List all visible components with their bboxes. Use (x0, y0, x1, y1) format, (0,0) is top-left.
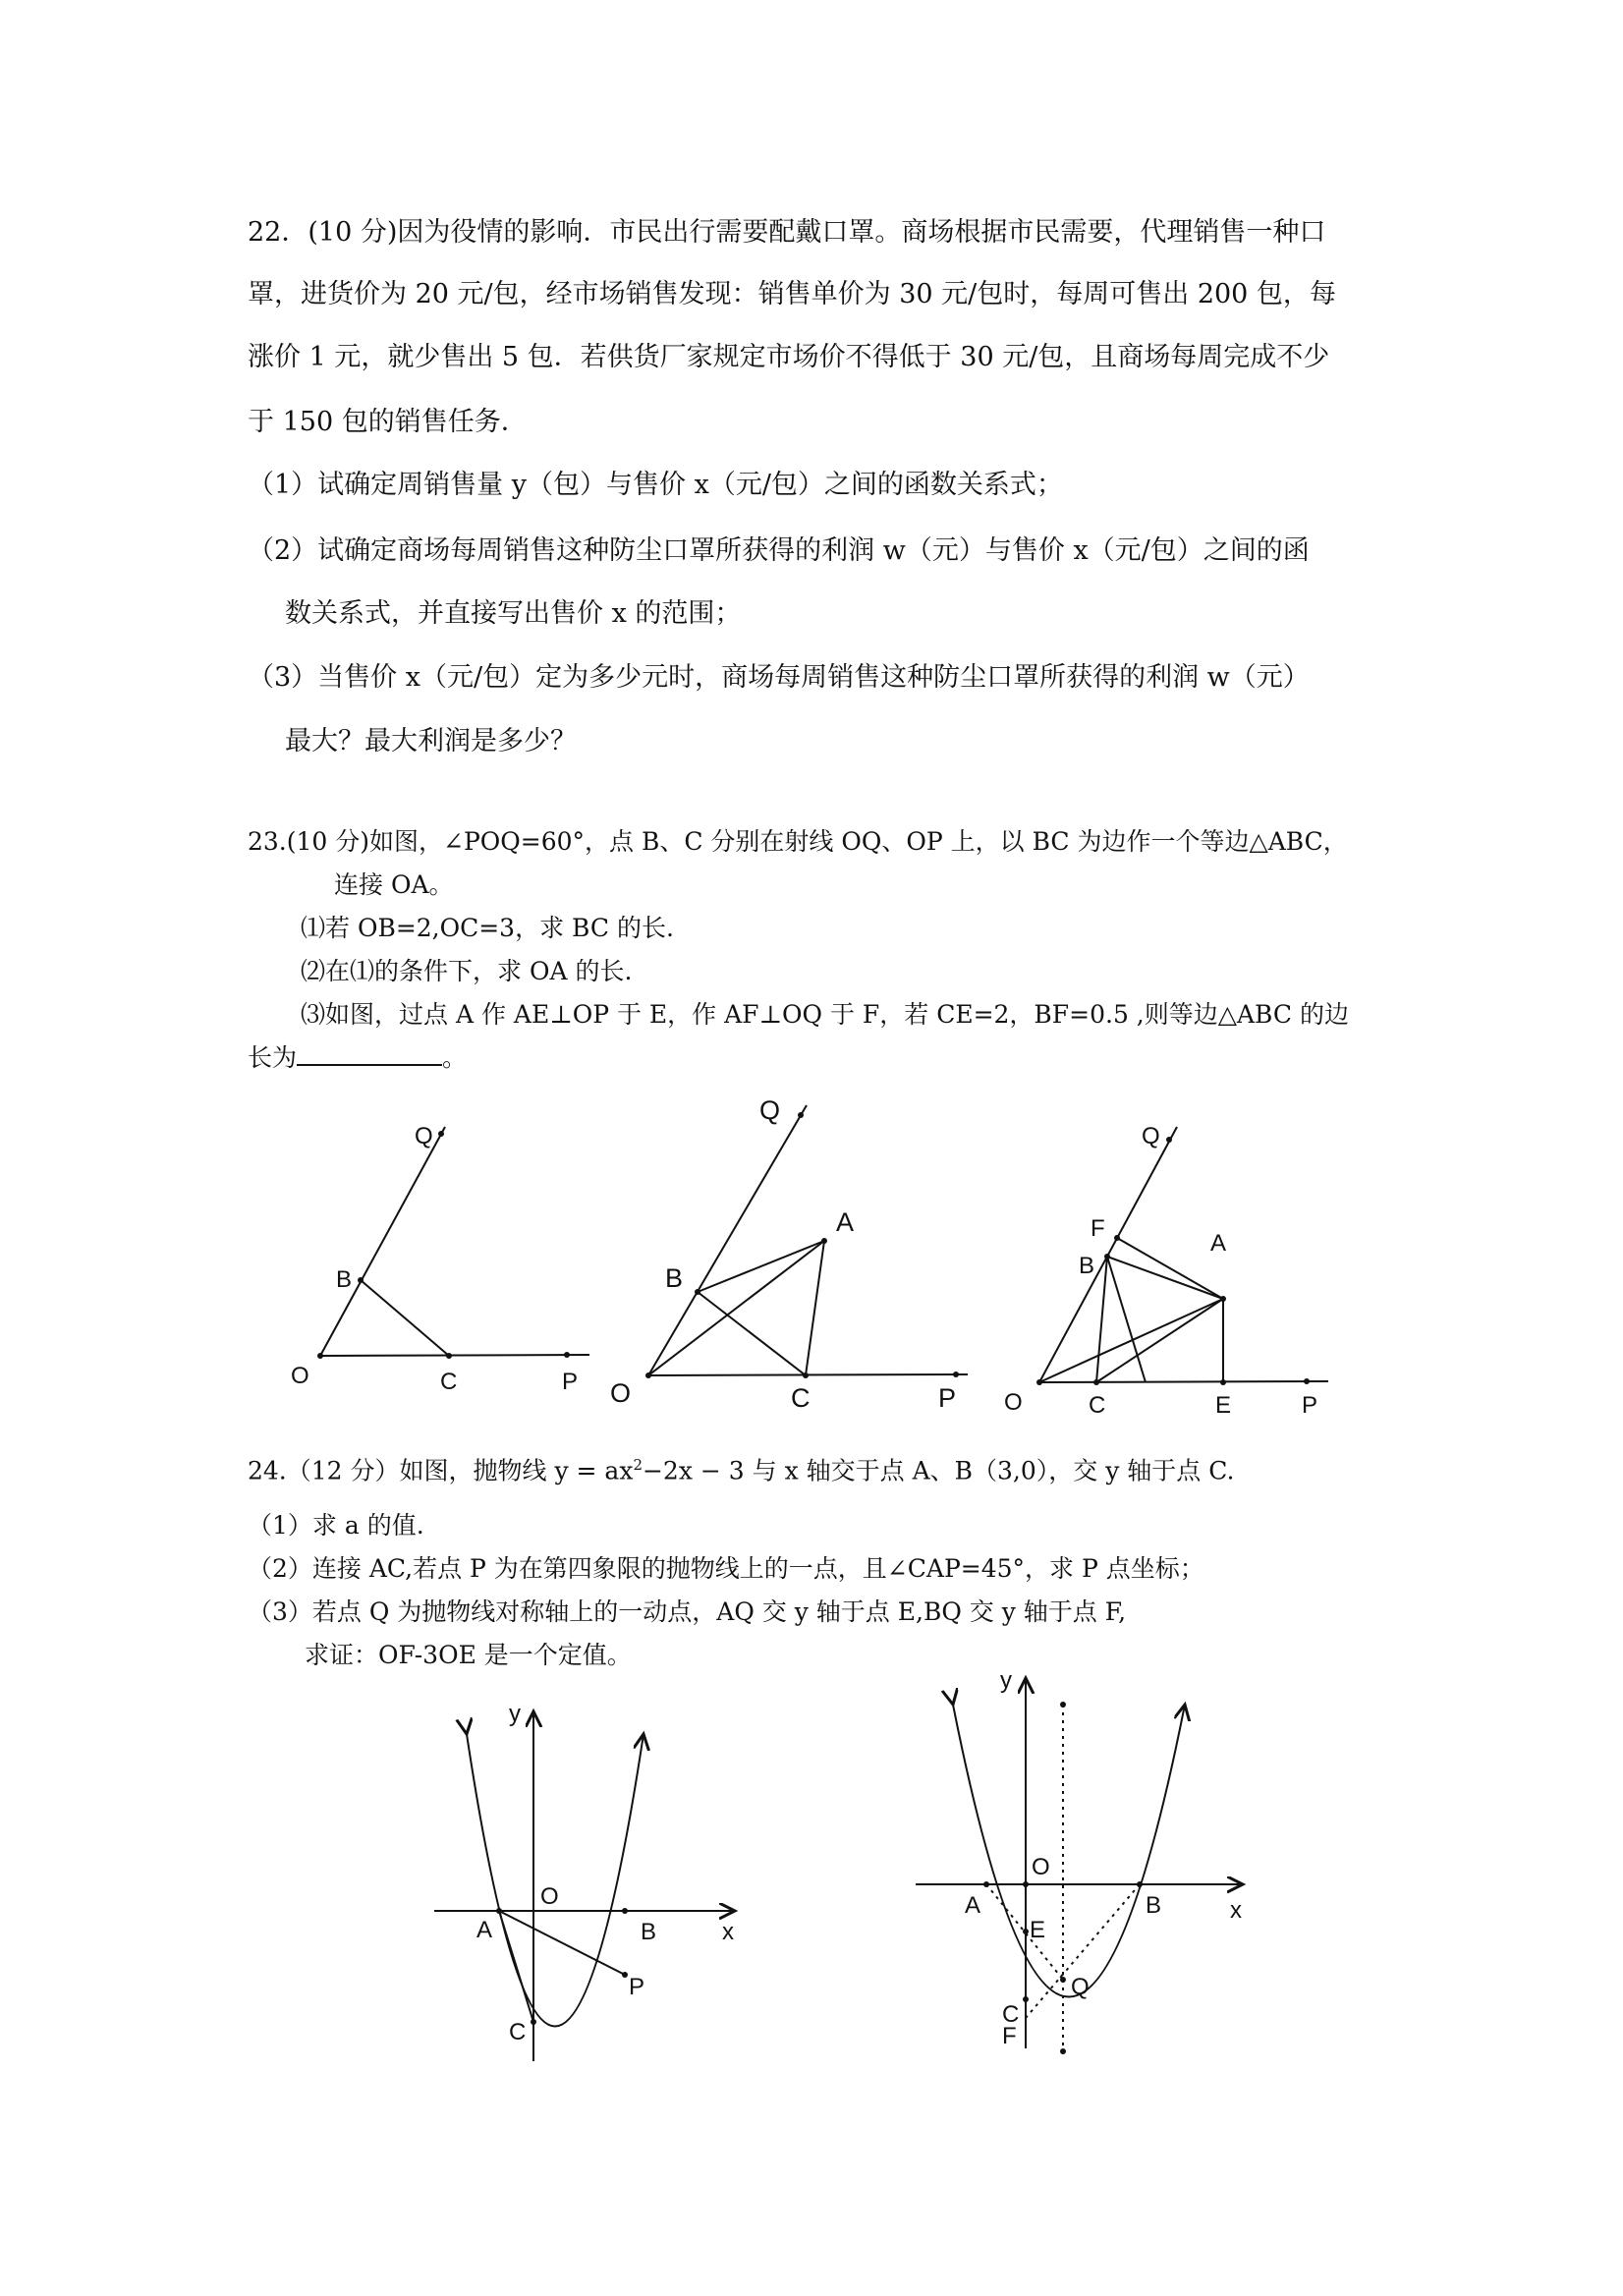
q23-sub-1: ⑴若 OB=2,OC=3，求 BC 的长. (301, 914, 674, 942)
q23-sub-3b (248, 1041, 467, 1075)
fig1-label-c: C (440, 1369, 458, 1395)
q22-sub-3a: （3）当售价 x（元/包）定为多少元时，商场每周销售这种防尘口罩所获得的利润 w（元） (248, 662, 1310, 693)
q24-text-a: 24.（12 分）如图，抛物线 y = ax (248, 1456, 634, 1485)
fig5-label-e: E (1030, 1917, 1046, 1943)
fig3-label-a: A (1210, 1230, 1227, 1257)
fig5-label-f: F (1002, 2023, 1017, 2049)
fig4-label-c: C (509, 2019, 527, 2045)
q22-sub-1: （1）试确定周销售量 y（包）与售价 x（元/包）之间的函数关系式； (248, 470, 1063, 500)
fig5-label-y: y (1000, 1667, 1012, 1694)
fig1-label-b: B (336, 1266, 353, 1293)
fig3-label-b: B (1079, 1253, 1095, 1279)
fig2-label-c: C (791, 1383, 811, 1413)
fig4-label-p: P (629, 1974, 645, 2000)
fig5-label-b: B (1146, 1892, 1162, 1919)
q24-sub-3: （3）若点 Q 为抛物线对称轴上的一动点，AQ 交 y 轴于点 E,BQ 交 y 轴于点 F, (248, 1597, 1127, 1626)
fig5-label-c: C (1002, 2001, 1020, 2028)
fig5-label-a: A (965, 1892, 981, 1919)
q23-sub-3: ⑶如图，过点 A 作 AE⊥OP 于 E，作 AF⊥OQ 于 F，若 CE=2，BF=0.5 ,则等边△ABC 的边 (301, 1000, 1349, 1029)
q24-text-b: −2x − 3 与 x 轴交于点 A、B（3,0），交 y 轴于点 C. (642, 1456, 1235, 1485)
figure-2-equilateral (604, 1086, 997, 1420)
q24-line-1 (248, 1448, 1234, 1487)
q24-sub-2: （2）连接 AC,若点 P 为在第四象限的抛物线上的一点，且∠CAP=45°，求 P 点坐标； (248, 1554, 1204, 1583)
answer-blank (297, 1042, 442, 1066)
answer-suffix: 。 (442, 1043, 468, 1072)
fig4-label-a: A (476, 1917, 493, 1943)
q23-sub-2: ⑵在⑴的条件下，求 OA 的长. (301, 957, 633, 985)
q22-sub-2a: （2）试确定商场每周销售这种防尘口罩所获得的利润 w（元）与售价 x（元/包）之间的函 (248, 535, 1310, 566)
fig2-label-o: O (610, 1378, 632, 1408)
q23-line-2: 连接 OA。 (334, 870, 454, 899)
fig5-label-x: x (1230, 1897, 1242, 1924)
answer-prefix: 长为 (248, 1043, 298, 1072)
q22-sub-2b: 数关系式，并直接写出售价 x 的范围； (285, 598, 742, 629)
fig2-label-p: P (938, 1383, 957, 1413)
fig4-label-o: O (540, 1883, 559, 1910)
fig3-label-o: O (1004, 1389, 1023, 1416)
q24-sub-1: （1）求 a 的值. (248, 1511, 424, 1540)
fig2-label-b: B (665, 1263, 684, 1293)
q24-exponent: 2 (633, 1456, 643, 1474)
figure-4-parabola (422, 1690, 756, 2073)
fig1-label-q: Q (415, 1123, 433, 1149)
fig3-label-e: E (1215, 1392, 1232, 1419)
fig3-label-c: C (1089, 1392, 1106, 1419)
q22-line-3: 涨价 1 元，就少售出 5 包．若供货厂家规定市场价不得低于 30 元/包，且商场每周完成不少 (248, 342, 1330, 372)
fig5-label-o: O (1032, 1854, 1050, 1880)
fig3-label-f: F (1091, 1215, 1105, 1242)
fig5-label-q: Q (1071, 1974, 1090, 2000)
fig2-label-q: Q (759, 1095, 781, 1125)
fig4-label-y: y (509, 1701, 521, 1727)
figure-3-perpendiculars (1002, 1110, 1356, 1425)
q23-line-1: 23.(10 分)如图，∠POQ=60°，点 B、C 分别在射线 OQ、OP 上，以 BC 为边作一个等边△ABC， (248, 827, 1348, 856)
fig4-label-x: x (722, 1919, 734, 1945)
fig1-label-o: O (291, 1363, 309, 1389)
fig1-label-p: P (562, 1369, 579, 1395)
figure-5-parabola-axis (904, 1660, 1277, 2063)
figure-1-angle (285, 1110, 609, 1405)
fig3-label-q: Q (1142, 1123, 1160, 1149)
fig4-label-b: B (641, 1919, 657, 1945)
q22-line-1: 22．(10 分)因为役情的影响．市民出行需要配戴口罩。商场根据市民需要，代理销售一种口 (248, 217, 1326, 248)
q24-sub-3b: 求证：OF-3OE 是一个定值。 (305, 1641, 632, 1669)
q22-line-2: 罩，进货价为 20 元/包，经市场销售发现：销售单价为 30 元/包时，每周可售出 200 包，每 (248, 279, 1336, 309)
q22-sub-3b: 最大？最大利润是多少？ (285, 726, 577, 756)
q22-line-4: 于 150 包的销售任务． (248, 407, 528, 437)
fig3-label-p: P (1302, 1392, 1318, 1419)
fig2-label-a: A (836, 1207, 855, 1237)
